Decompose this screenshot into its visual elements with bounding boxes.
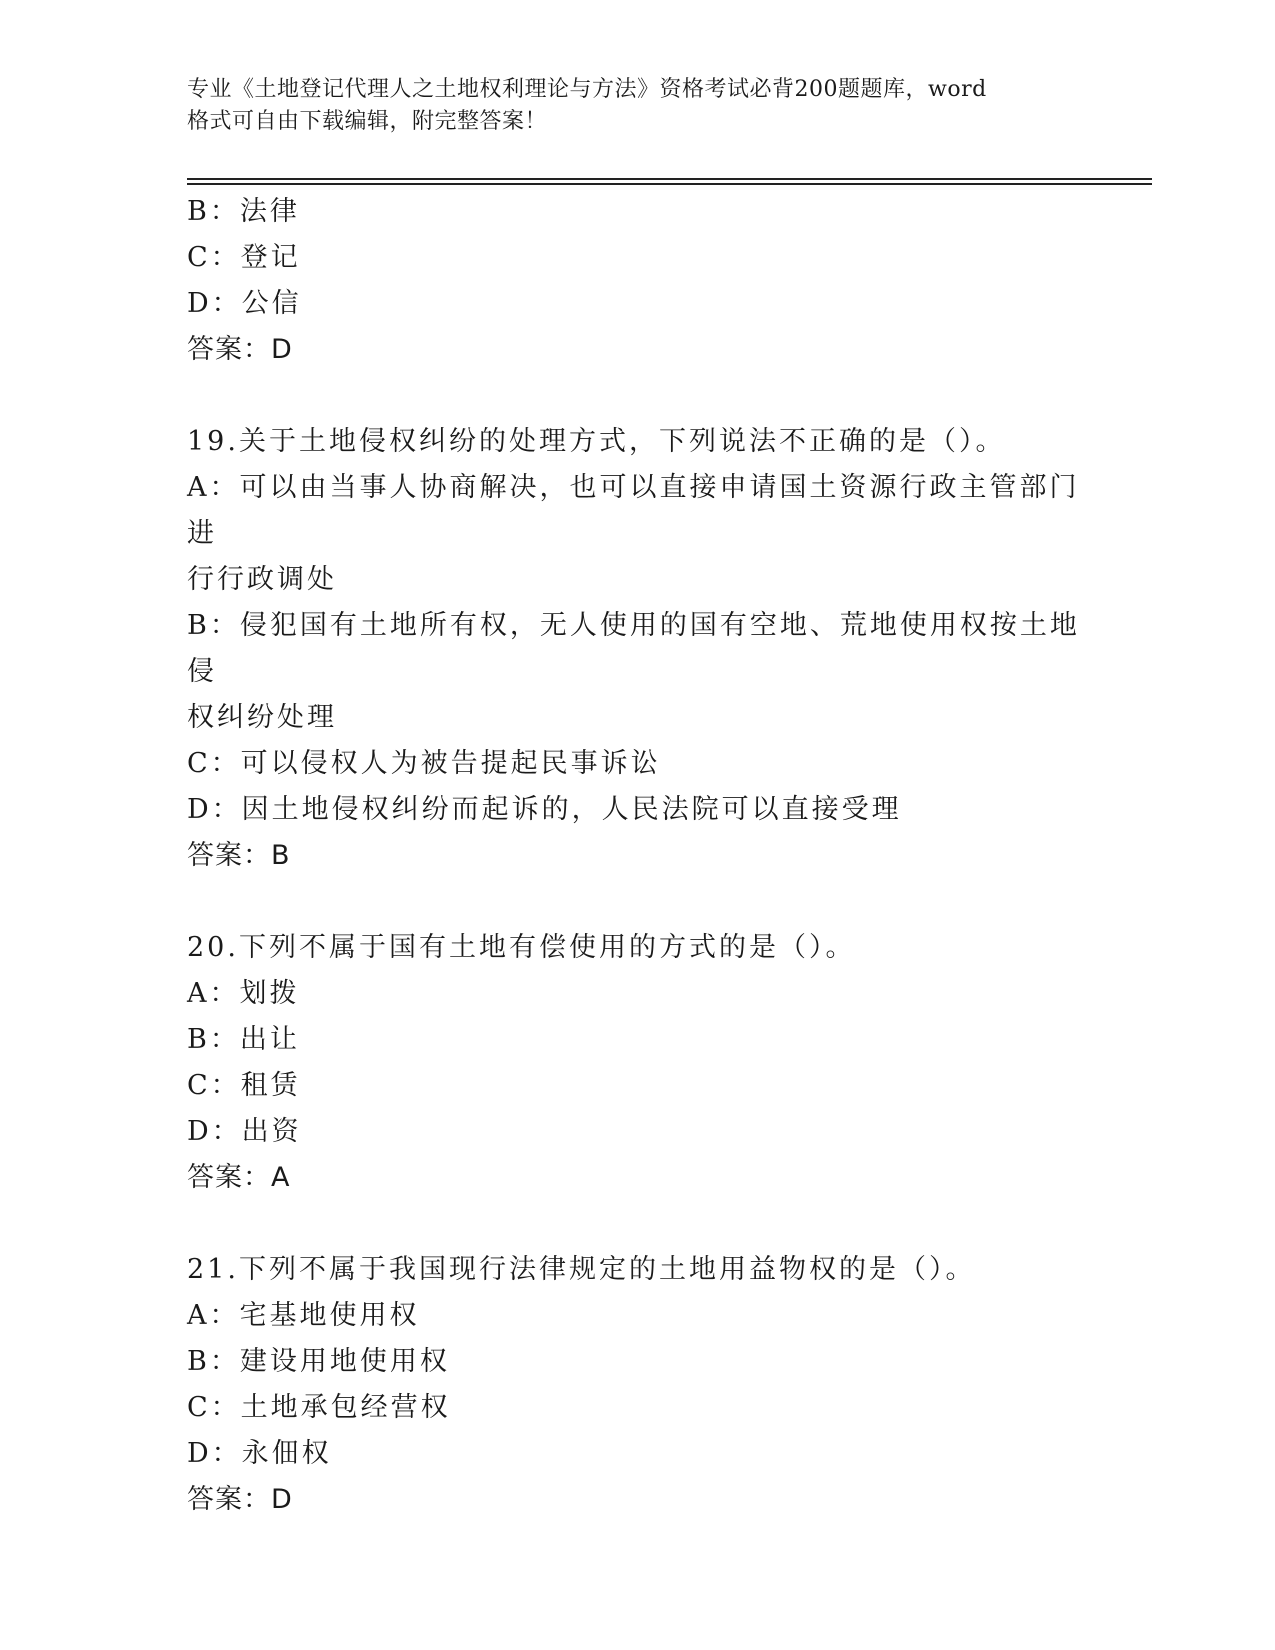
question-list xyxy=(187,189,1087,1523)
option-a: A：可以由当事人协商解决，也可以直接申请国土资源行政主管部门进 xyxy=(187,472,1080,549)
answer-line xyxy=(187,1155,1087,1201)
header-line-1: 专业《土地登记代理人之土地权利理论与方法》资格考试必背200题题库，word xyxy=(187,77,987,102)
answer-label: 答案： xyxy=(187,334,271,365)
header-line-2: 格式可自由下载编辑，附完整答案！ xyxy=(187,109,548,134)
spacer xyxy=(187,373,1087,419)
question-20 xyxy=(187,925,1087,1201)
question-stem: 21.下列不属于我国现行法律规定的土地用益物权的是（）。 xyxy=(187,1254,976,1285)
option-a: A：宅基地使用权 xyxy=(187,1300,420,1331)
question-19 xyxy=(187,419,1087,879)
option-b: B：出让 xyxy=(187,1024,300,1055)
question-stem: 20.下列不属于国有土地有偿使用的方式的是（）。 xyxy=(187,932,856,963)
option-b-continued: 权纠纷处理 xyxy=(187,702,337,733)
question-stem: 19.关于土地侵权纠纷的处理方式，下列说法不正确的是（）。 xyxy=(187,426,1006,457)
option-d: D：因土地侵权纠纷而起诉的，人民法院可以直接受理 xyxy=(187,794,902,825)
answer-label: 答案： xyxy=(187,1162,271,1193)
answer-value: D xyxy=(271,334,293,365)
option-b: B：侵犯国有土地所有权，无人使用的国有空地、荒地使用权按土地侵 xyxy=(187,610,1080,687)
header-divider-bottom xyxy=(187,183,1152,185)
answer-value: B xyxy=(271,840,291,871)
option-c: C：土地承包经营权 xyxy=(187,1392,451,1423)
option-c: C：可以侵权人为被告提起民事诉讼 xyxy=(187,748,661,779)
answer-value: A xyxy=(271,1162,291,1193)
option-a: A：划拨 xyxy=(187,978,300,1009)
option-d: D：公信 xyxy=(187,288,302,319)
answer-label: 答案： xyxy=(187,840,271,871)
answer-label: 答案： xyxy=(187,1484,271,1515)
question-21 xyxy=(187,1247,1087,1523)
spacer xyxy=(187,1201,1087,1247)
spacer xyxy=(187,879,1087,925)
option-c: C：登记 xyxy=(187,242,301,273)
option-d: D：出资 xyxy=(187,1116,302,1147)
document-header xyxy=(187,74,1087,138)
answer-line xyxy=(187,833,1087,879)
answer-line xyxy=(187,327,1087,373)
header-divider-top xyxy=(187,178,1152,180)
option-b: B：建设用地使用权 xyxy=(187,1346,450,1377)
option-c: C：租赁 xyxy=(187,1070,301,1101)
option-a-continued: 行行政调处 xyxy=(187,564,337,595)
option-d: D：永佃权 xyxy=(187,1438,332,1469)
answer-line xyxy=(187,1477,1087,1523)
answer-value: D xyxy=(271,1484,293,1515)
partial-question xyxy=(187,189,1087,373)
option-b: B：法律 xyxy=(187,196,300,227)
